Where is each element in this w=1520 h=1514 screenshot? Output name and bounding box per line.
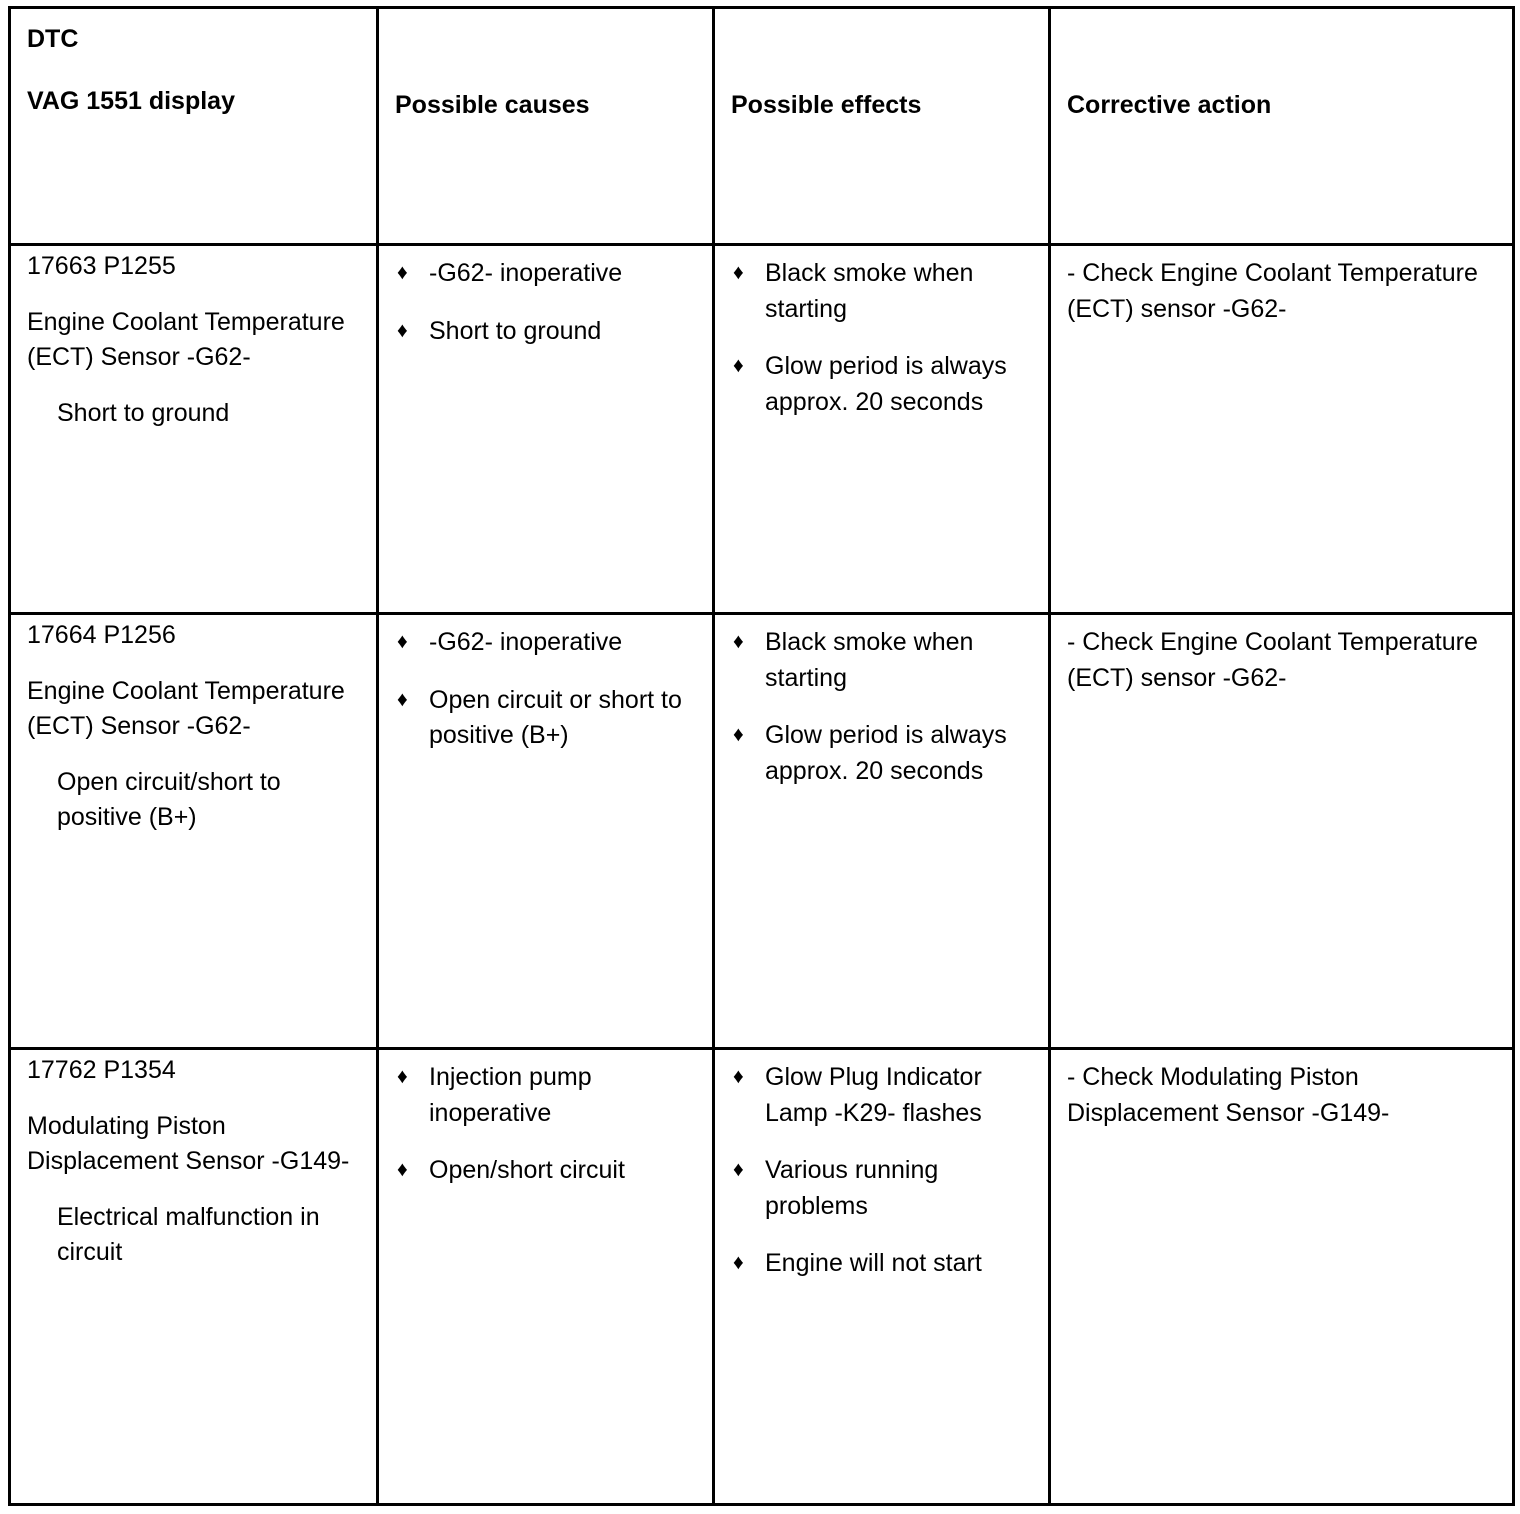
list-item bbox=[395, 683, 698, 754]
header-dtc-label: DTC bbox=[27, 25, 79, 53]
diamond-bullet-icon: ♦ bbox=[733, 630, 744, 654]
list-item bbox=[731, 625, 1034, 696]
list-item-label: Glow period is always approx. 20 seconds bbox=[765, 721, 1007, 785]
dtc-component-name: Engine Coolant Temperature (ECT) Sensor -G62- bbox=[27, 307, 345, 372]
possible-effects-list bbox=[731, 1060, 1034, 1282]
list-item-label: Black smoke when starting bbox=[765, 628, 974, 692]
cell-possible-causes bbox=[378, 614, 714, 1049]
diamond-bullet-icon: ♦ bbox=[733, 354, 744, 378]
list-item bbox=[395, 314, 698, 350]
header-cell-possible-causes bbox=[378, 8, 714, 245]
list-item bbox=[731, 1153, 1034, 1224]
cell-corrective-action bbox=[1050, 245, 1514, 614]
corrective-action-text: - Check Modulating Piston Displacement Sensor -G149- bbox=[1067, 1063, 1390, 1127]
diamond-bullet-icon: ♦ bbox=[397, 687, 408, 711]
table-header-row bbox=[10, 8, 1514, 245]
dtc-fault-detail: Open circuit/short to positive (B+) bbox=[57, 767, 281, 832]
cell-possible-effects bbox=[714, 614, 1050, 1049]
header-cell-dtc bbox=[10, 8, 378, 245]
header-corrective-action-label: Corrective action bbox=[1067, 91, 1272, 119]
cell-dtc bbox=[10, 1049, 378, 1505]
cell-possible-causes bbox=[378, 1049, 714, 1505]
list-item bbox=[395, 1060, 698, 1131]
diamond-bullet-icon: ♦ bbox=[733, 723, 744, 747]
list-item bbox=[731, 718, 1034, 789]
table-row bbox=[10, 1049, 1514, 1505]
diamond-bullet-icon: ♦ bbox=[397, 1158, 408, 1182]
cell-possible-effects bbox=[714, 1049, 1050, 1505]
possible-causes-list bbox=[395, 625, 698, 754]
header-vag-display-label: VAG 1551 display bbox=[27, 87, 235, 116]
diamond-bullet-icon: ♦ bbox=[397, 1065, 408, 1089]
cell-possible-causes bbox=[378, 245, 714, 614]
cell-corrective-action bbox=[1050, 1049, 1514, 1505]
dtc-component-name: Modulating Piston Displacement Sensor -G149- bbox=[27, 1111, 350, 1176]
diamond-bullet-icon: ♦ bbox=[397, 630, 408, 654]
table-row bbox=[10, 245, 1514, 614]
list-item bbox=[395, 625, 698, 661]
list-item bbox=[731, 1060, 1034, 1131]
dtc-component-name: Engine Coolant Temperature (ECT) Sensor -G62- bbox=[27, 676, 345, 741]
header-possible-effects-label: Possible effects bbox=[731, 91, 922, 119]
diamond-bullet-icon: ♦ bbox=[733, 261, 744, 285]
diamond-bullet-icon: ♦ bbox=[733, 1158, 744, 1182]
cell-dtc bbox=[10, 614, 378, 1049]
list-item bbox=[395, 256, 698, 292]
list-item-label: Injection pump inoperative bbox=[429, 1063, 592, 1127]
dtc-code: 17663 P1255 bbox=[27, 252, 176, 281]
header-possible-causes-label: Possible causes bbox=[395, 91, 590, 119]
possible-effects-list bbox=[731, 625, 1034, 789]
list-item-label: -G62- inoperative bbox=[429, 259, 623, 288]
cell-corrective-action bbox=[1050, 614, 1514, 1049]
header-cell-corrective-action bbox=[1050, 8, 1514, 245]
possible-effects-list bbox=[731, 256, 1034, 420]
list-item-label: Various running problems bbox=[765, 1156, 939, 1220]
header-cell-possible-effects bbox=[714, 8, 1050, 245]
dtc-fault-detail: Short to ground bbox=[57, 398, 230, 427]
diamond-bullet-icon: ♦ bbox=[733, 1251, 744, 1275]
list-item-label: Engine will not start bbox=[765, 1249, 982, 1278]
list-item-label: Open/short circuit bbox=[429, 1156, 625, 1185]
dtc-code: 17664 P1256 bbox=[27, 621, 176, 650]
list-item bbox=[395, 1153, 698, 1189]
dtc-code: 17762 P1354 bbox=[27, 1056, 176, 1085]
list-item-label: Open circuit or short to positive (B+) bbox=[429, 685, 682, 750]
possible-causes-list bbox=[395, 1060, 698, 1189]
list-item bbox=[731, 256, 1034, 327]
diamond-bullet-icon: ♦ bbox=[397, 318, 408, 342]
cell-possible-effects bbox=[714, 245, 1050, 614]
list-item-label: Glow period is always approx. 20 seconds bbox=[765, 352, 1007, 416]
corrective-action-text: - Check Engine Coolant Temperature (ECT) sensor -G62- bbox=[1067, 628, 1478, 692]
table-row bbox=[10, 614, 1514, 1049]
diamond-bullet-icon: ♦ bbox=[397, 261, 408, 285]
dtc-fault-table bbox=[8, 6, 1515, 1506]
diamond-bullet-icon: ♦ bbox=[733, 1065, 744, 1089]
list-item-label: Black smoke when starting bbox=[765, 259, 974, 323]
list-item-label: Short to ground bbox=[429, 316, 602, 345]
list-item-label: -G62- inoperative bbox=[429, 628, 623, 657]
possible-causes-list bbox=[395, 256, 698, 349]
dtc-fault-detail: Electrical malfunction in circuit bbox=[57, 1202, 320, 1267]
list-item bbox=[731, 1246, 1034, 1282]
cell-dtc bbox=[10, 245, 378, 614]
list-item bbox=[731, 349, 1034, 420]
list-item-label: Glow Plug Indicator Lamp -K29- flashes bbox=[765, 1063, 982, 1127]
corrective-action-text: - Check Engine Coolant Temperature (ECT) sensor -G62- bbox=[1067, 259, 1478, 323]
